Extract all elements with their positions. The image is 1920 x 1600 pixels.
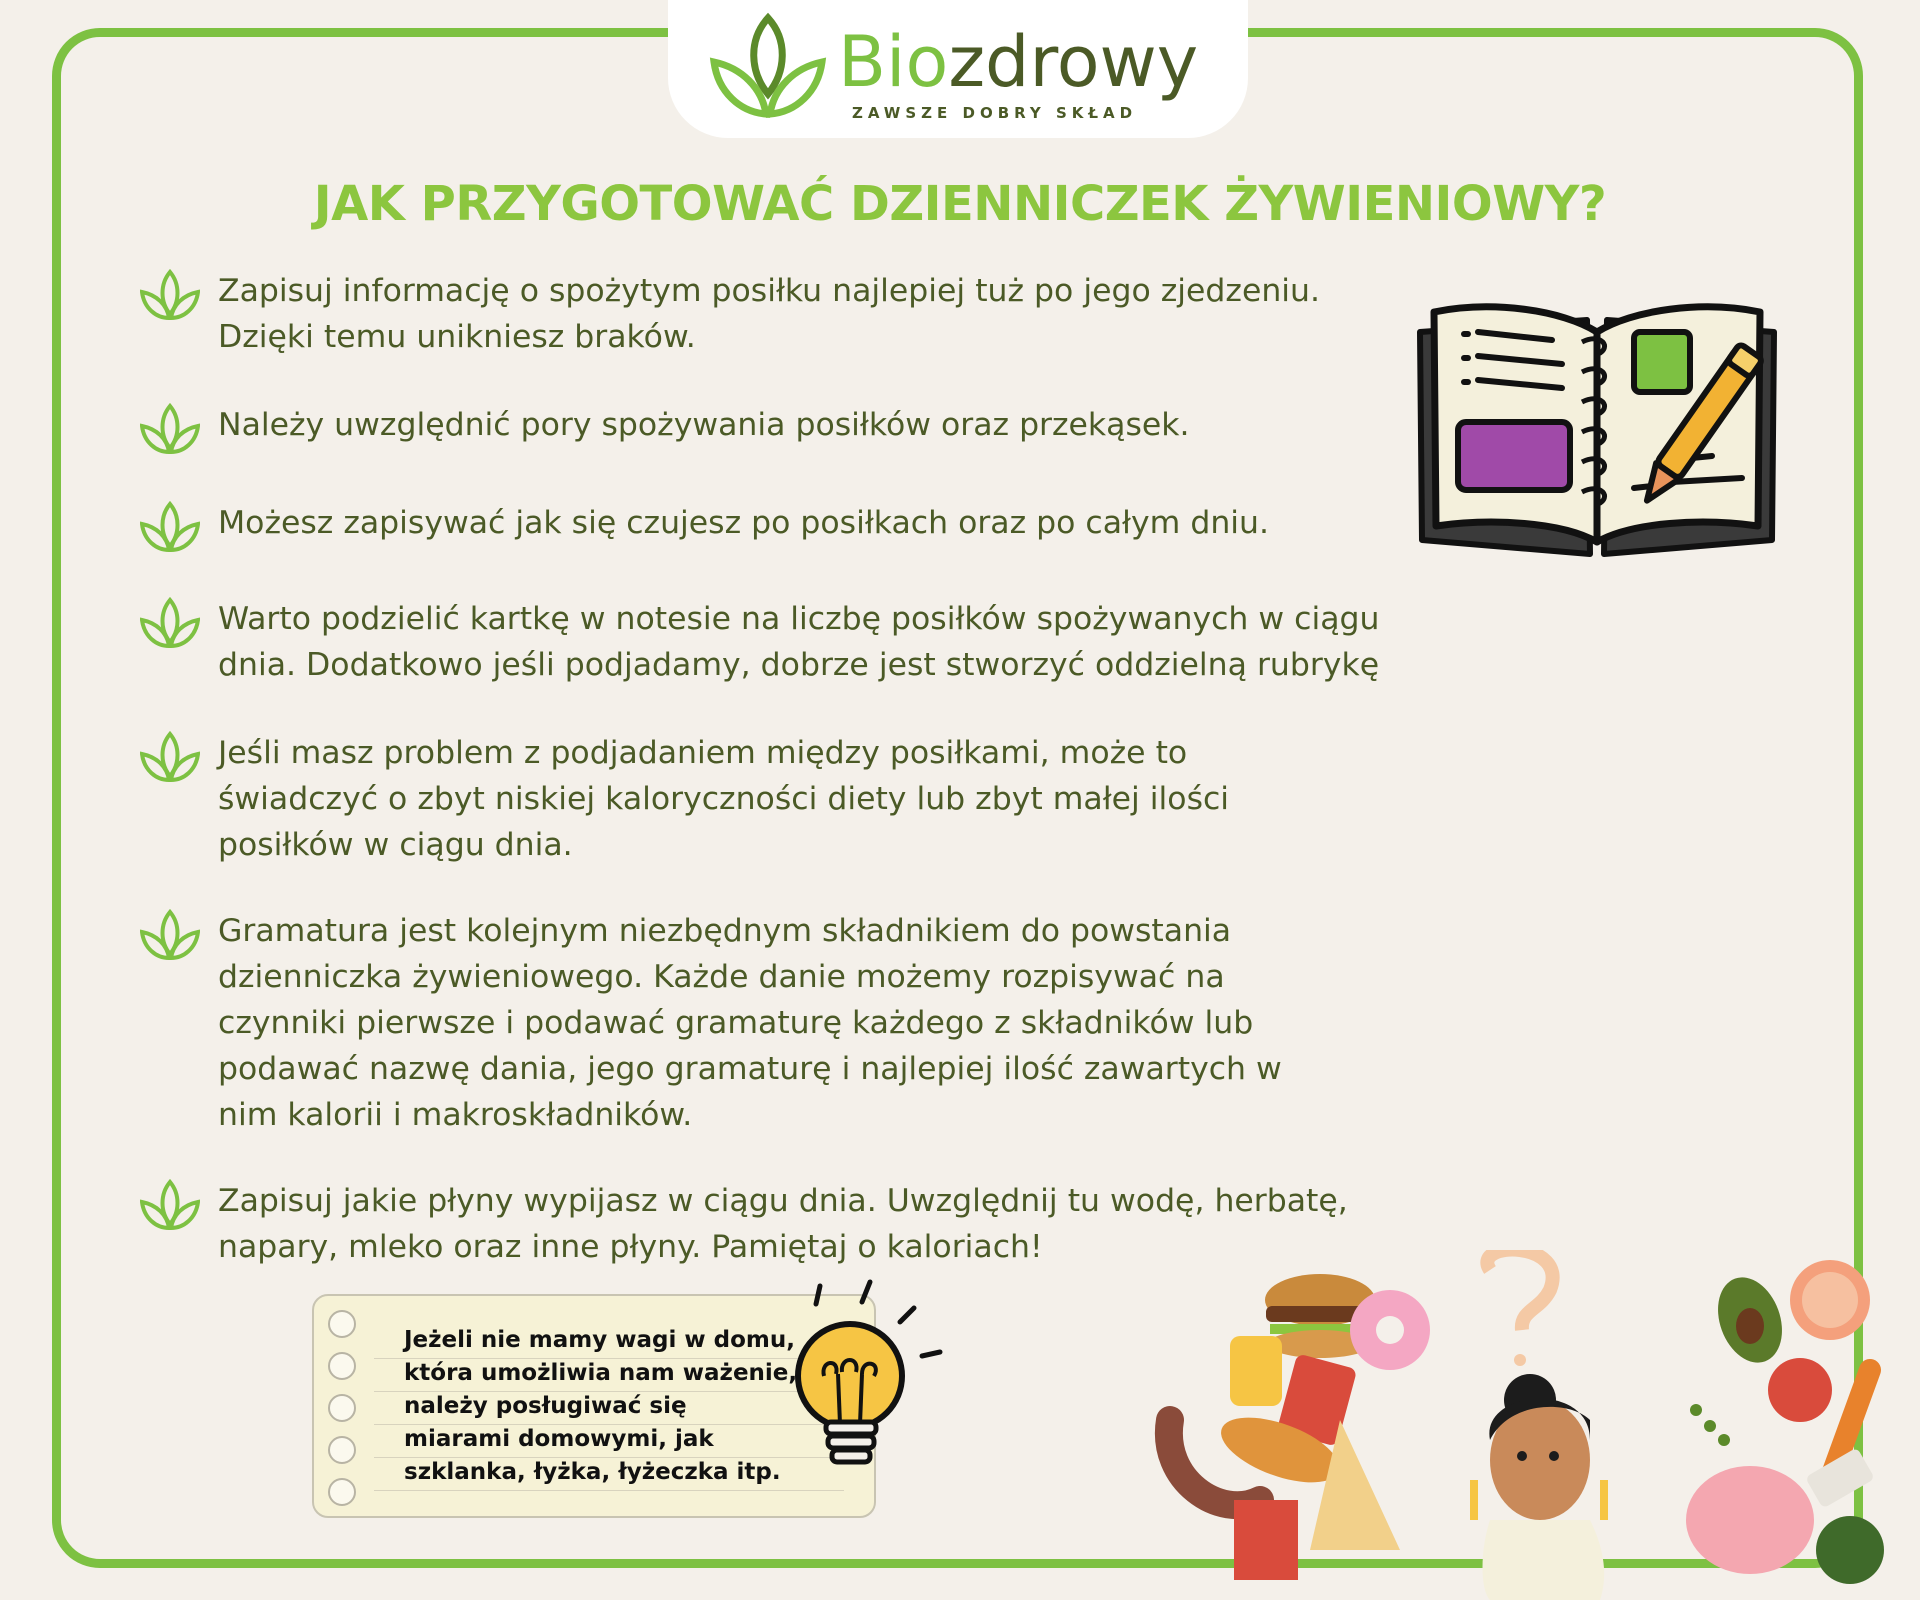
leaf-bullet-icon bbox=[140, 500, 200, 556]
tip-item bbox=[140, 908, 1282, 1138]
tip-text bbox=[218, 908, 1282, 1138]
tip-line: nim kalorii i makroskładników. bbox=[218, 1097, 693, 1133]
tip-item bbox=[140, 730, 1229, 868]
tip-line: podawać nazwę dania, jego gramaturę i najlepiej ilość zawartych w bbox=[218, 1051, 1282, 1087]
logo[interactable] bbox=[668, 0, 1248, 138]
binder-ring bbox=[328, 1394, 356, 1422]
food-illustration bbox=[1150, 1250, 1920, 1600]
leaf-bullet-icon bbox=[140, 402, 200, 458]
tip-text bbox=[218, 730, 1229, 868]
tip-line: Warto podzielić kartkę w notesie na liczbę posiłków spożywanych w ciągu bbox=[218, 601, 1380, 637]
tip-line: dzienniczka żywieniowego. Każde danie możemy rozpisywać na bbox=[218, 959, 1225, 995]
tip-item bbox=[140, 596, 1380, 688]
notebook-illustration bbox=[1412, 292, 1782, 568]
tip-line: czynniki pierwsze i podawać gramaturę każdego z składników lub bbox=[218, 1005, 1254, 1041]
lightbulb-icon bbox=[780, 1276, 960, 1496]
leaf-bullet-icon bbox=[140, 730, 200, 786]
tip-line: posiłków w ciągu dnia. bbox=[218, 827, 573, 863]
tip-line: Dzięki temu unikniesz braków. bbox=[218, 319, 696, 355]
binder-ring bbox=[328, 1310, 356, 1338]
tip-line: napary, mleko oraz inne płyny. Pamiętaj o kaloriach! bbox=[218, 1229, 1043, 1265]
tip-text bbox=[218, 268, 1320, 360]
tip-line: Możesz zapisywać jak się czujesz po posiłkach oraz po całym dniu. bbox=[218, 505, 1270, 541]
binder-ring bbox=[328, 1478, 356, 1506]
tip-item bbox=[140, 402, 1190, 458]
brand-name: Biozdrowy bbox=[838, 21, 1199, 103]
binder-ring bbox=[328, 1352, 356, 1380]
brand-tagline: ZAWSZE DOBRY SKŁAD bbox=[852, 104, 1138, 122]
tip-line: świadczyć o zbyt niskiej kaloryczności diety lub zbyt małej ilości bbox=[218, 781, 1230, 817]
tip-item bbox=[140, 500, 1269, 556]
tip-item bbox=[140, 268, 1320, 360]
tip-line: dnia. Dodatkowo jeśli podjadamy, dobrze jest stworzyć oddzielną rubrykę bbox=[218, 647, 1380, 683]
tip-text bbox=[218, 596, 1380, 688]
tip-line: Należy uwzględnić pory spożywania posiłków oraz przekąsek. bbox=[218, 407, 1190, 443]
tip-text bbox=[218, 500, 1269, 556]
tip-line: Zapisuj informację o spożytym posiłku najlepiej tuż po jego zjedzeniu. bbox=[218, 273, 1321, 309]
tip-line: Zapisuj jakie płyny wypijasz w ciągu dnia. Uwzględnij tu wodę, herbatę, bbox=[218, 1183, 1348, 1219]
note-text: Jeżeli nie mamy wagi w domu, która umożliwia nam ważenie, należy posługiwać się miarami domowymi, jak szklanka, łyżka, łyżeczka itp. bbox=[404, 1327, 798, 1485]
tip-text bbox=[218, 402, 1190, 458]
leaf-bullet-icon bbox=[140, 596, 200, 652]
tip-line: Gramatura jest kolejnym niezbędnym składnikiem do powstania bbox=[218, 913, 1232, 949]
leaf-bullet-icon bbox=[140, 1178, 200, 1234]
leaf-bullet-icon bbox=[140, 908, 200, 964]
tip-line: Jeśli masz problem z podjadaniem między posiłkami, może to bbox=[218, 735, 1188, 771]
leaf-bullet-icon bbox=[140, 268, 200, 324]
logo-leaf-icon bbox=[708, 10, 828, 130]
binder-ring bbox=[328, 1436, 356, 1464]
page-title: JAK PRZYGOTOWAĆ DZIENNICZEK ŻYWIENIOWY? bbox=[313, 176, 1607, 232]
